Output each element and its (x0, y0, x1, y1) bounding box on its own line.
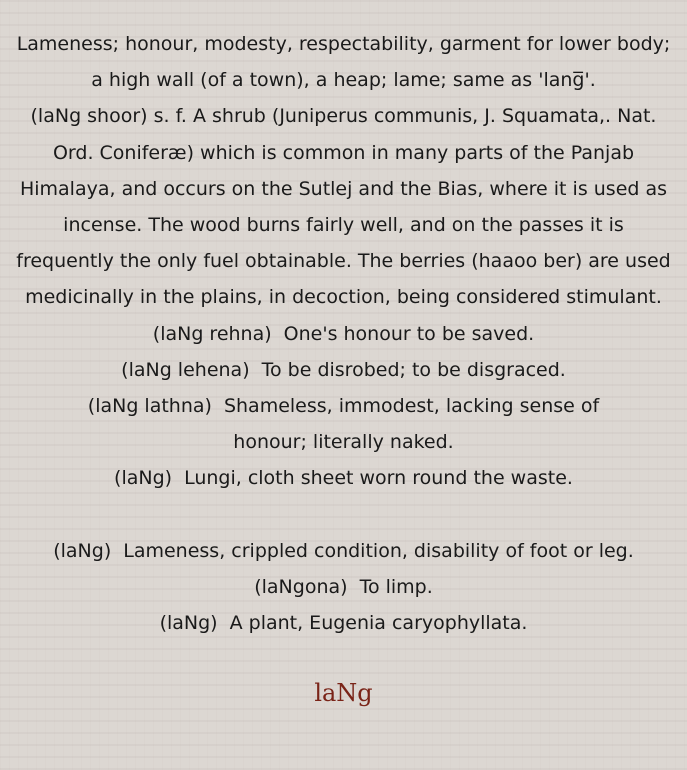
phrase-term: (laNg rehna) (152, 322, 272, 345)
phrase-term: (laNg) (159, 612, 218, 635)
secondary-lameness (0, 533, 687, 569)
phrase-term: (laNgona) (254, 576, 348, 599)
headword: laNg (314, 679, 373, 707)
definition-shrub: (laNg shoor) s. f. A shrub (Juniperus communis, J. Squamata,. Nat. Ord. Coniferæ) which is common in many parts of the Panjab Himalaya, and occurs on the Sutlej and the Bias, where it is used as incense. The wood burns fairly well, and on the passes it is frequently the only fuel obtainable. The berries (haaoo ber) are used medicinally in the plains, in decoction, being considered stimulant. (16, 105, 671, 309)
phrase-meaning: Lungi, cloth sheet worn round the waste. (184, 467, 573, 490)
phrase-lang-lathna (0, 388, 687, 460)
phrase-term: (laNg lathna) (87, 395, 212, 418)
phrase-lang-lehena (0, 352, 687, 388)
phrase-term: (laNg) (114, 467, 173, 490)
secondary-langona (0, 569, 687, 605)
phrase-lang-lungi (0, 460, 687, 496)
secondary-plant (0, 605, 687, 641)
phrase-meaning: One's honour to be saved. (283, 322, 535, 345)
phrase-meaning: Shameless, immodest, lacking sense of honour; literally naked. (223, 395, 600, 454)
phrase-meaning: To limp. (359, 576, 433, 599)
phrase-meaning: To be disrobed; to be disgraced. (261, 358, 566, 381)
definition-main: Lameness; honour, modesty, respectability, garment for lower body; a high wall (of a town), a heap; lame; same as 'lang̅'. (16, 33, 671, 92)
dictionary-entry (0, 26, 687, 641)
phrase-meaning: A plant, Eugenia caryophyllata. (229, 612, 528, 635)
spacer (0, 497, 687, 533)
phrase-term: (laNg) (53, 539, 112, 562)
phrase-meaning: Lameness, crippled condition, disability of foot or leg. (123, 539, 634, 562)
phrase-lang-rehna (0, 316, 687, 352)
phrase-term: (laNg lehena) (121, 358, 250, 381)
